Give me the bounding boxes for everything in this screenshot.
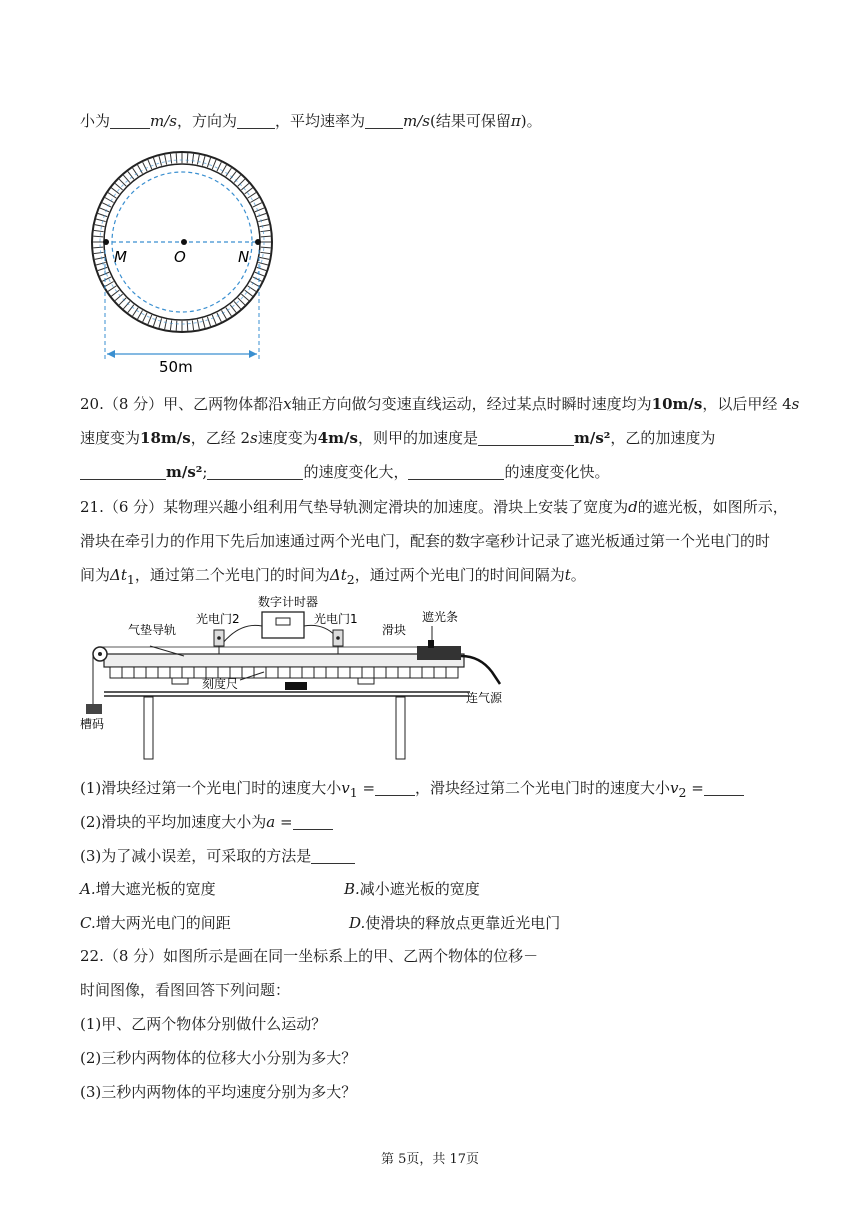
text: ; [202, 463, 208, 481]
blank [478, 431, 574, 446]
text: (2)滑块的平均加速度大小为 [80, 813, 267, 831]
q22-sub3 [80, 1082, 356, 1102]
air-track-apparatus-figure [80, 592, 520, 764]
var-a: a [266, 813, 276, 831]
text: 速度变为 [80, 429, 141, 447]
text: 速度变为 [257, 429, 318, 447]
blank [293, 815, 333, 830]
text: 轴正方向做匀变速直线运动，经过某点时瞬时速度均为 [291, 395, 652, 413]
text: 小为 [80, 112, 111, 130]
text: 滑块在牵引力的作用下先后加速通过两个光电门，配套的数字毫秒计记录了遮光板通过第一个光电门的时 [80, 532, 771, 550]
subscript: 1 [126, 572, 135, 587]
var-v2: v [670, 779, 679, 797]
q22-line-1 [80, 946, 538, 966]
text: 20.（8 分）甲、乙两物体都沿 [80, 395, 284, 413]
equals: = [275, 813, 293, 831]
pi-symbol: π [510, 112, 521, 130]
text: (1)滑块经过第一个光电门时的速度大小 [80, 779, 342, 797]
text: ，乙经 2 [190, 429, 250, 447]
label-gate1: 光电门1 [314, 612, 358, 626]
var-t: t [564, 566, 571, 584]
text: 时间图像，看图回答下列问题： [80, 981, 291, 999]
text: (2)三秒内两物体的位移大小分别为多大？ [80, 1049, 357, 1067]
option-text: 增大遮光板的宽度 [95, 880, 216, 898]
label-ruler: 刻度尺 [202, 677, 239, 691]
text: 的速度变化快。 [504, 463, 610, 481]
q21-option-a [80, 879, 216, 899]
q21-line-2 [80, 531, 770, 551]
label-rail: 气垫导轨 [128, 623, 177, 637]
text: ，以后甲经 4 [702, 395, 792, 413]
text: (1)甲、乙两个物体分别做什么运动？ [80, 1015, 327, 1033]
text: (结果可保留 [430, 112, 511, 130]
label-n: N [238, 248, 250, 266]
q19-answer-line [80, 111, 542, 131]
label-gate2: 光电门2 [196, 612, 240, 626]
text: 21.（6 分）某物理兴趣小组利用气垫导轨测定滑块的加速度。滑块上安装了宽度为 [80, 498, 629, 516]
text: ，乙的加速度为 [610, 429, 716, 447]
text: (3)为了减小误差，可采取的方法是 [80, 847, 312, 865]
option-text: 减小遮光板的宽度 [359, 880, 480, 898]
option-text: 增大两光电门的间距 [95, 914, 231, 932]
q21-option-b [344, 879, 480, 899]
unit: m/s [150, 112, 177, 130]
blank [207, 465, 303, 480]
label-strip: 遮光条 [422, 610, 459, 624]
option-text: 使滑块的释放点更靠近光电门 [365, 914, 561, 932]
text: (3)三秒内两物体的平均速度分别为多大？ [80, 1083, 357, 1101]
q21-sub2 [80, 812, 333, 832]
blank [80, 465, 166, 480]
q20-line-1 [80, 394, 799, 414]
q22-sub1 [80, 1014, 326, 1034]
var-v1: v [341, 779, 350, 797]
blank [704, 781, 744, 796]
text: 间为 [80, 566, 111, 584]
unit: m/s [403, 112, 431, 130]
text: 22.（8 分）如图所示是画在同一坐标系上的甲、乙两个物体的位移－ [80, 947, 539, 965]
text: 的遮光板，如图所示， [637, 498, 788, 516]
equals: = [357, 779, 376, 797]
unit: s [791, 395, 800, 413]
var-dt1: Δt [110, 566, 127, 584]
var-d: d [628, 498, 638, 516]
text: ，滑块经过第二个光电门时的速度大小 [415, 779, 671, 797]
var-x: x [283, 395, 292, 413]
blank [365, 114, 403, 129]
dimension-label: 50m [159, 358, 193, 376]
q21-sub1 [80, 778, 744, 803]
blank [110, 114, 150, 129]
label-timer: 数字计时器 [258, 595, 319, 609]
blank [237, 114, 275, 129]
value: 10m/s [651, 395, 703, 413]
unit: m/s² [166, 463, 203, 481]
label-m: M [114, 248, 127, 266]
text: ，则甲的加速度是 [357, 429, 478, 447]
option-letter: D. [349, 914, 366, 932]
label-weight: 槽码 [80, 717, 105, 731]
text: ，方向为 [177, 112, 238, 130]
q21-sub3 [80, 846, 355, 866]
circular-track-figure [85, 150, 285, 380]
label-slider: 滑块 [382, 623, 407, 637]
q21-option-d [349, 913, 560, 933]
q22-sub2 [80, 1048, 356, 1068]
subscript: 1 [349, 785, 358, 800]
text: ，通过两个光电门的时间间隔为 [354, 566, 565, 584]
text: 的速度变化大， [303, 463, 409, 481]
unit: m/s² [573, 429, 611, 447]
blank [311, 849, 355, 864]
blank [408, 465, 504, 480]
option-letter: A. [80, 880, 96, 898]
option-letter: C. [80, 914, 96, 932]
q21-line-3 [80, 565, 586, 590]
page-footer: 第 5页，共 17页 [380, 1152, 480, 1167]
value: 18m/s [140, 429, 191, 447]
q21-line-1 [80, 497, 788, 517]
q22-line-2 [80, 980, 290, 1000]
value: 4m/s [317, 429, 358, 447]
text: ，通过第二个光电门的时间为 [134, 566, 330, 584]
subscript: 2 [346, 572, 355, 587]
q20-line-2 [80, 428, 715, 448]
label-air: 连气源 [466, 691, 503, 705]
label-o: O [174, 248, 186, 266]
unit: s [250, 429, 258, 447]
text: ，平均速率为 [275, 112, 366, 130]
subscript: 2 [678, 785, 687, 800]
q21-option-c [80, 913, 231, 933]
var-dt2: Δt [329, 566, 347, 584]
option-letter: B. [344, 880, 360, 898]
text: 。 [570, 566, 586, 584]
blank [375, 781, 415, 796]
equals: = [686, 779, 704, 797]
q20-line-3 [80, 462, 609, 482]
text: )。 [520, 112, 542, 130]
